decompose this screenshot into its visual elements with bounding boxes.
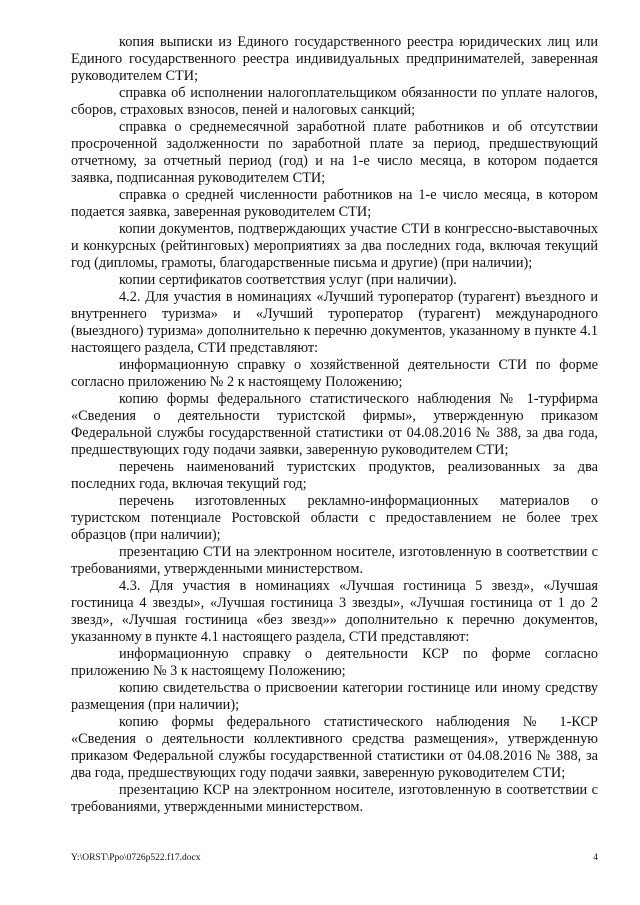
paragraph: презентацию СТИ на электронном носителе, изготовленную в соответствии с требованиями, утвержденными министерством. bbox=[71, 544, 598, 577]
paragraph: перечень изготовленных рекламно-информационных материалов о туристском потенциале Ростовской области с предоставлением не более трех образцов (при наличии); bbox=[71, 493, 598, 543]
file-path: Y:\ORST\Ppo\0726p522.f17.docx bbox=[71, 853, 201, 863]
section-paragraph-4-3: 4.3. Для участия в номинациях «Лучшая гостиница 5 звезд», «Лучшая гостиница 4 звезды», «Лучшая гостиница 3 звезды», «Лучшая гостиница от 1 до 2 звезд», «Лучшая гостиница «без звезд»» дополнительно к перечню документов, указанному в пункте 4.1 настоящего раздела, СТИ представляют: bbox=[71, 578, 598, 645]
paragraph: справка о среднемесячной заработной плате работников и об отсутствии просроченной задолженности по заработной плате за период, предшествующий отчетному, за отчетный период (год) и на 1-е число месяца, в котором подается заявка, подписанная руководителем СТИ; bbox=[71, 119, 598, 186]
paragraph: копия выписки из Единого государственного реестра юридических лиц или Единого государственного реестра индивидуальных предпринимателей, заверенная руководителем СТИ; bbox=[71, 34, 598, 84]
paragraph: копию свидетельства о присвоении категории гостинице или иному средству размещения (при наличии); bbox=[71, 680, 598, 713]
page-footer bbox=[71, 853, 598, 863]
paragraph: копию формы федерального статистического наблюдения № 1-КСР «Сведения о деятельности коллективного средства размещения», утвержденную приказом Федеральной службы государственной статистики от 04.08.2016 № 388, за два года, предшествующих году подачи заявки, заверенную руководителем СТИ; bbox=[71, 714, 598, 781]
paragraph: справка об исполнении налогоплательщиком обязанности по уплате налогов, сборов, страховых взносов, пеней и налоговых санкций; bbox=[71, 85, 598, 118]
paragraph: копию формы федерального статистического наблюдения № 1-турфирма «Сведения о деятельности туристской фирмы», утвержденную приказом Федеральной службы государственной статистики от 04.08.2016 № 388, за два года, предшествующих году подачи заявки, заверенную руководителем СТИ; bbox=[71, 391, 598, 458]
paragraph: справка о средней численности работников на 1-е число месяца, в котором подается заявка, заверенная руководителем СТИ; bbox=[71, 187, 598, 220]
section-paragraph-4-2: 4.2. Для участия в номинациях «Лучший туроператор (турагент) въездного и внутреннего туризма» и «Лучший туроператор (турагент) международного (выездного) туризма» дополнительно к перечню документов, указанному в пункте 4.1 настоящего раздела, СТИ представляют: bbox=[71, 289, 598, 356]
paragraph: информационную справку о деятельности КСР по форме согласно приложению № 3 к настоящему Положению; bbox=[71, 646, 598, 679]
paragraph: копии сертификатов соответствия услуг (при наличии). bbox=[119, 272, 457, 288]
paragraph: копии документов, подтверждающих участие СТИ в конгрессно-выставочных и конкурсных (рейтинговых) мероприятиях за два последних года, включая текущий год (дипломы, грамоты, благодарственные письма и другие) (при наличии); bbox=[71, 221, 598, 271]
paragraph: перечень наименований туристских продуктов, реализованных за два последних года, включая текущий год; bbox=[71, 459, 598, 492]
document-body bbox=[71, 34, 598, 816]
paragraph: информационную справку о хозяйственной деятельности СТИ по форме согласно приложению № 2 к настоящему Положению; bbox=[71, 357, 598, 390]
page-number: 4 bbox=[593, 853, 598, 863]
paragraph: презентацию КСР на электронном носителе, изготовленную в соответствии с требованиями, утвержденными министерством. bbox=[71, 782, 598, 815]
